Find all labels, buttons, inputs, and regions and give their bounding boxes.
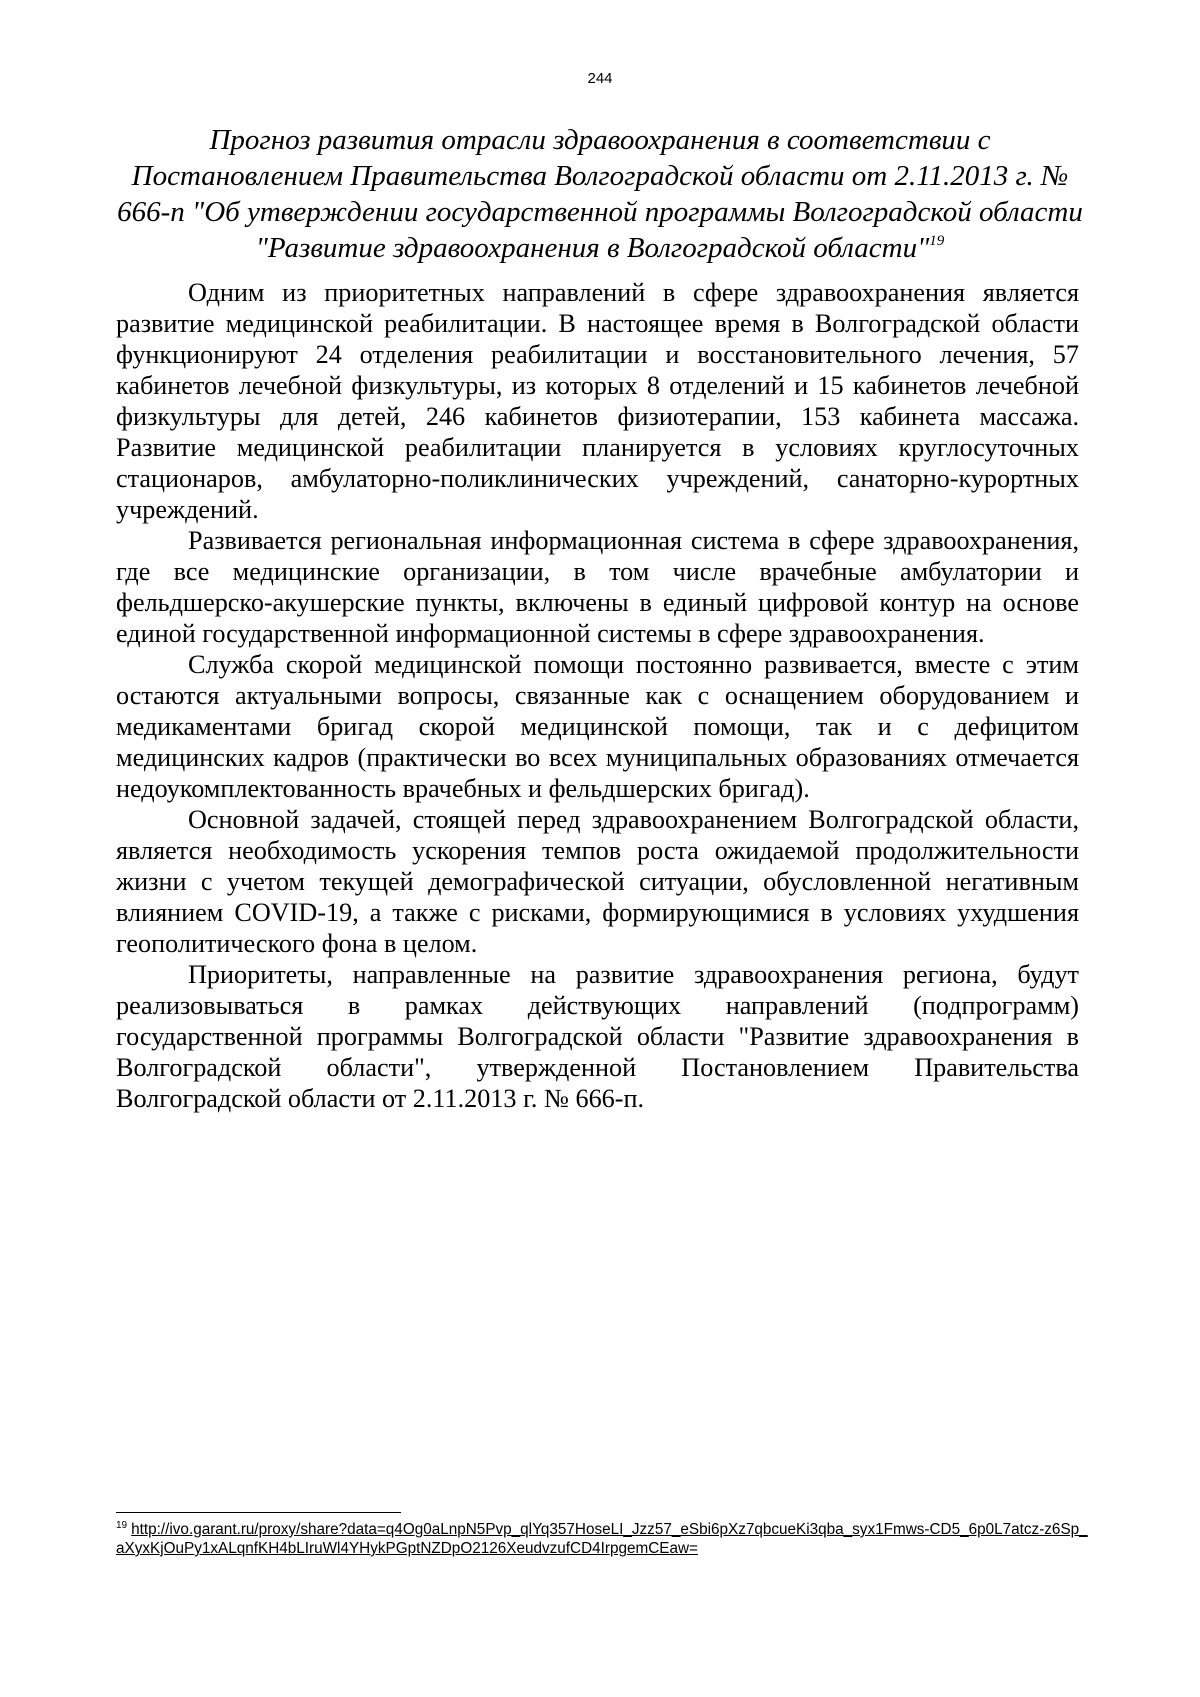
paragraph-rehabilitation: Одним из приоритетных направлений в сфере здравоохранения является развитие медицинской реабилитации. В настоящее время в Волгоградской области функционируют 24 отделения реабилитации и восстановительного лечения, 57 кабинетов лечебной физкультуры, из которых 8 отделений и 15 кабинетов лечебной физкультуры для детей, 246 кабинетов физиотерапии, 153 кабинета массажа. Развитие медицинской реабилитации планируется в условиях круглосуточных стационаров, амбулаторно-поликлинических учреждений, санаторно-курортных учреждений. [116,278,1079,524]
footnote-link[interactable]: http://ivo.garant.ru/proxy/share?data=q4Og0aLnpN5Pvp_qlYq357HoseLI_Jzz57_eSbi6pXz7qbcueKi3qba_syx1Fmws-CD5_6p0L7atcz-z6Sp_aXyxKjOuPy1xALqnfKH4bLIruWl4YHykPGptNZDpO2126XeudvzufCD4IrpgemCEaw= [116,1521,1088,1557]
heading-footnote-ref[interactable]: 19 [929,233,945,249]
footnote [116,1520,1096,1558]
footnote-divider [116,1512,401,1513]
paragraph-emergency-service: Служба скорой медицинской помощи постоянно развивается, вместе с этим остаются актуальными вопросы, связанные как с оснащением оборудованием и медикаментами бригад скорой медицинской помощи, так и с дефицитом медицинских кадров (практически во всех муниципальных образованиях отмечается недоукомплектованность врачебных и фельдшерских бригад). [116,650,1079,803]
paragraph-main-task: Основной задачей, стоящей перед здравоохранением Волгоградской области, является необходимость ускорения темпов роста ожидаемой продолжительности жизни с учетом текущей демографической ситуации, обусловленной негативным влиянием COVID-19, а также с рисками, формирующимися в условиях ухудшения геополитического фона в целом. [116,805,1079,958]
page-number: 244 [587,70,613,87]
paragraph-information-system: Развивается региональная информационная система в сфере здравоохранения, где все медицинские организации, в том числе врачебные амбулатории и фельдшерско-акушерские пункты, включены в единый цифровой контур на основе единой государственной информационной системы в сфере здравоохранения. [116,526,1079,648]
footnote-number: 19 [116,1520,128,1531]
body-text [116,277,1079,1114]
section-heading [110,122,1090,266]
paragraph-priorities: Приоритеты, направленные на развитие здравоохранения региона, будут реализовываться в рамках действующих направлений (подпрограмм) государственной программы Волгоградской области "Развитие здравоохранения в Волгоградской области", утвержденной Постановлением Правительства Волгоградской области от 2.11.2013 г. № 666-п. [116,960,1079,1113]
heading-text: Прогноз развития отрасли здравоохранения в соответствии с Постановлением Правительства Волгоградской области от 2.11.2013 г. № 666-п "Об утверждении государственной программы Волгоградской области "Развитие здравоохранения в Волгоградской области" [117,124,1083,264]
